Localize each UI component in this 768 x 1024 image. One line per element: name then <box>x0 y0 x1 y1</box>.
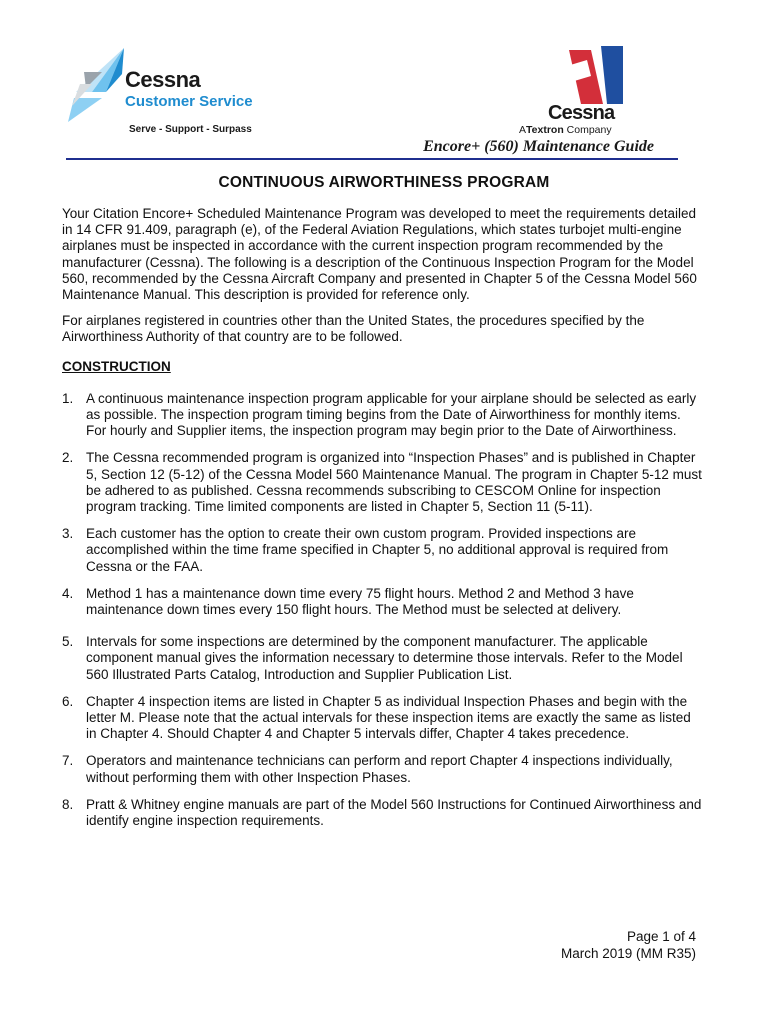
list-item-text: Chapter 4 inspection items are listed in Chapter 5 as individual Inspection Phases and begin with the letter M. Please note that the actual intervals for these inspection items are exactly the same as listed in Chapter 4. Should Chapter 4 and Chapter 5 intervals differ, Chapter 4 takes precedence. <box>86 693 691 742</box>
page-footer <box>561 928 696 962</box>
list-item-number: 5. <box>62 634 74 650</box>
list-item <box>62 450 702 515</box>
left-logo-tagline: Serve - Support - Surpass <box>129 124 252 135</box>
list-item-text: Intervals for some inspections are determined by the component manufacturer. The applicable component manual gives the information necessary to determine those intervals. Refer to the Model 560 Illustrated Parts Catalog, Introduction and Supplier Publication List. <box>86 634 683 682</box>
revision-date: March 2019 (MM R35) <box>560 946 696 961</box>
list-item-number: 7. <box>62 753 74 769</box>
list-item <box>62 694 702 743</box>
cessna-wing-logo-icon <box>567 46 623 106</box>
list-item <box>62 586 702 618</box>
textron-company-label: ATextron Company <box>519 124 612 136</box>
list-item-number: 4. <box>62 585 74 601</box>
list-item-text: Operators and maintenance technicians can perform and report Chapter 4 inspections individually, without performing them with other Inspection Phases. <box>86 753 673 785</box>
list-item <box>62 797 702 829</box>
list-item-text: A continuous maintenance inspection program applicable for your airplane should be selected as early as possible. The inspection program timing begins from the Date of Airworthiness for monthly items. For hourly and Supplier items, the inspection program may begin prior to the Date of Airworthiness. <box>86 390 697 439</box>
guide-title: Encore+ (560) Maintenance Guide <box>423 138 654 155</box>
list-item-number: 8. <box>62 796 74 812</box>
list-item-text: Method 1 has a maintenance down time every 75 flight hours. Method 2 and Method 3 have maintenance down times every 150 flight hours. The Method must be selected at delivery. <box>86 585 634 618</box>
list-item-number: 3. <box>62 526 74 542</box>
list-item-text: The Cessna recommended program is organized into “Inspection Phases” and is published in Chapter 5, Section 12 (5-12) of the Cessna Model 560 Maintenance Manual. The program in Chapter 5-12 must be adhered to as published. Cessna recommends subscribing to CESCOM Online for inspection program tracking. Time limited components are listed in Chapter 5, Section 11 (5-11). <box>86 450 702 515</box>
section-heading: CONSTRUCTION <box>62 358 171 374</box>
list-item <box>62 634 702 683</box>
right-logo-brand: Cessna <box>548 102 615 124</box>
list-item-text: Pratt & Whitney engine manuals are part of the Model 560 Instructions for Continued Airworthiness and identify engine inspection requirements. <box>86 796 702 829</box>
left-logo-subtitle: Customer Service <box>125 93 253 110</box>
list-item-text: Each customer has the option to create their own custom program. Provided inspections are accomplished within the time frame specified in Chapter 5, no additional approval is required from Cessna or the FAA. <box>86 526 669 574</box>
left-logo-brand: Cessna <box>125 67 201 92</box>
header-divider <box>66 158 678 160</box>
document-body <box>62 206 702 840</box>
intro-paragraph: Your Citation Encore+ Scheduled Maintenance Program was developed to meet the requirements detailed in 14 CFR 91.409, paragraph (e), of the Federal Aviation Regulations, which states turbojet multi-engine airplanes must be inspected in accordance with the current inspection program recommended by the manufacturer (Cessna). The following is a description of the Continuous Inspection Program for the Model 560, recommended by the Cessna Aircraft Company and presented in Chapter 5 of the Cessna Model 560 Maintenance Manual. This description is provided for reference only. <box>62 206 697 303</box>
list-item-number: 6. <box>62 693 74 709</box>
list-item-number: 2. <box>62 450 74 466</box>
list-item <box>62 526 702 575</box>
list-item <box>62 753 702 785</box>
document-title: CONTINUOUS AIRWORTHINESS PROGRAM <box>218 174 550 191</box>
page-number: Page 1 of 4 <box>626 929 696 944</box>
list-item-number: 1. <box>62 390 74 406</box>
construction-list <box>62 391 702 829</box>
list-item <box>62 391 702 440</box>
intro-paragraph: For airplanes registered in countries other than the United States, the procedures specified by the Airworthiness Authority of that country are to be followed. <box>62 313 645 345</box>
